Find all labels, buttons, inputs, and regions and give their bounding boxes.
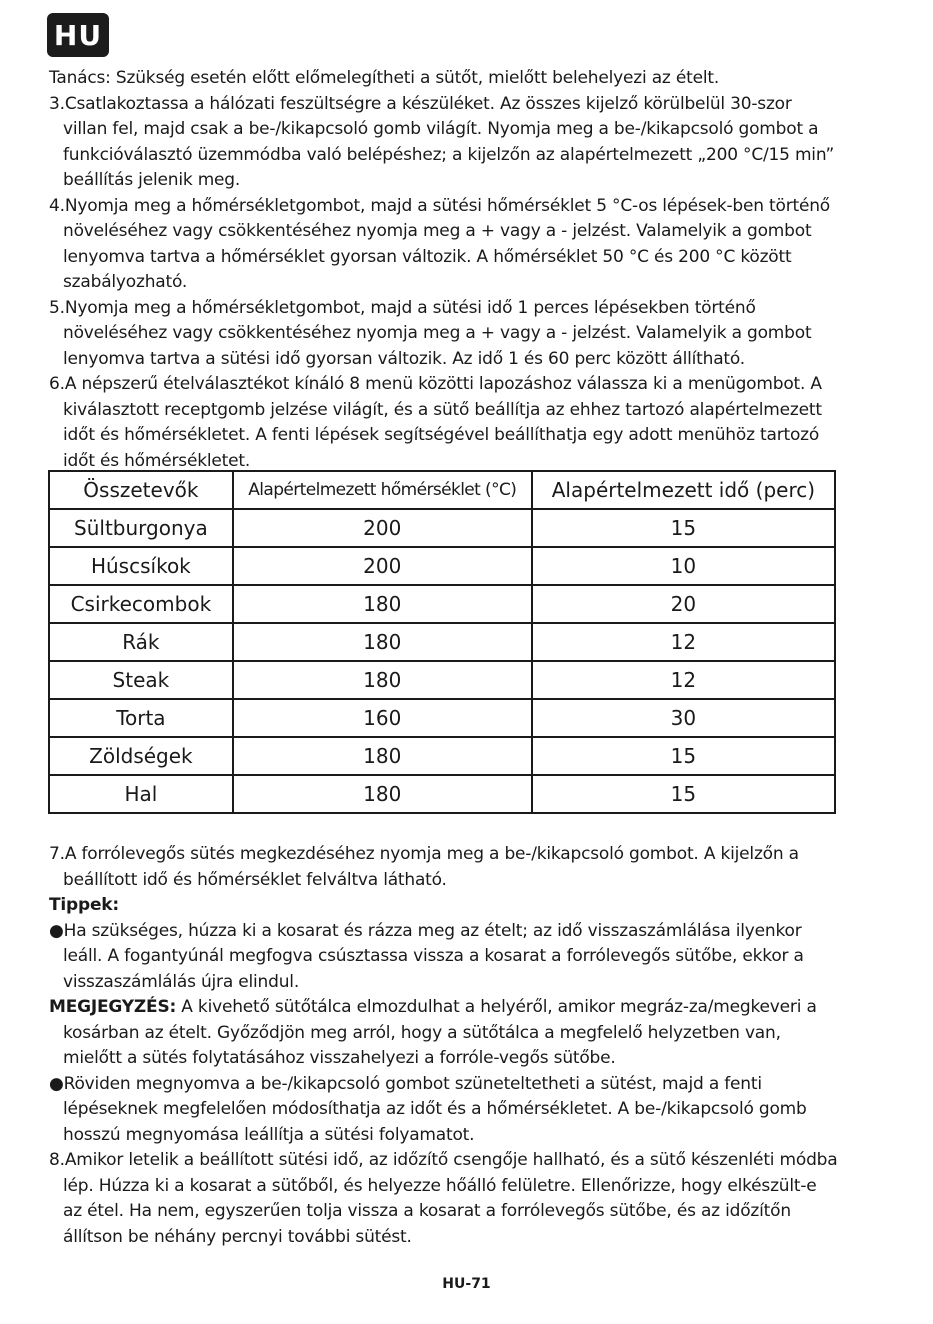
step-4: 4.Nyomja meg a hőmérsékletgombot, majd a sütési hőmérséklet 5 °C-os lépések-ben történő növeléséhez vagy csökkentéséhez nyomja meg a + vagy a - jelzést. Valamelyik a gombot lenyomva tartva a hőmérséklet gyorsan változik. A hőmérséklet 50 °C és 200 °C között szabályozható.: [49, 195, 831, 292]
time-cell: 15: [532, 737, 835, 775]
header-default-temperature: Alapértelmezett hőmérséklet (°C): [233, 471, 532, 509]
note-text: A kivehető sütőtálca elmozdulhat a helyéről, amikor megráz-za/megkeveri a kosárban az ételt. Győződjön meg arról, hogy a sütőtálca a megfelelő helyzetben van, mielőtt a sütés folytatásához visszahelyezi a forróle-vegős sütőbe.: [63, 997, 817, 1068]
table-row: [49, 623, 835, 661]
step-5: 5.Nyomja meg a hőmérsékletgombot, majd a sütési idő 1 perces lépésekben történő növeléséhez vagy csökkentéséhez nyomja meg a + vagy a - jelzést. Valamelyik a gombot lenyomva tartva a sütési idő gyorsan változik. Az idő 1 és 60 perc között állítható.: [49, 297, 812, 369]
tip-bullet-pause: ●Röviden megnyomva a be-/kikapcsoló gombot szüneteltetheti a sütést, majd a fenti lépéseknek megfelelően módosíthatja az időt és a hőmérsékletet. A be-/kikapcsoló gomb hosszú megnyomása leállítja a sütési folyamatot.: [49, 1073, 807, 1145]
ingredient-cell: Hal: [49, 775, 233, 813]
note-label: MEGJEGYZÉS:: [49, 997, 177, 1017]
temperature-cell: 180: [233, 661, 532, 699]
step-8: 8.Amikor letelik a beállított sütési idő, az időzítő csengője hallható, és a sütő készenléti módba lép. Húzza ki a kosarat a sütőből, és helyezze hőálló felületre. Ellenőrizze, hogy elkészült-e az étel. Ha nem, egyszerűen tolja vissza a kosarat a forrólevegős sütőbe, és az időzítőn állítson be néhány percnyi további sütést.: [49, 1150, 838, 1247]
time-cell: 12: [532, 661, 835, 699]
time-cell: 20: [532, 585, 835, 623]
language-badge: HU: [47, 13, 109, 57]
ingredient-cell: Csirkecombok: [49, 585, 233, 623]
table-row: [49, 509, 835, 547]
instructions-top: [49, 66, 839, 474]
step-7: 7.A forrólevegős sütés megkezdéséhez nyomja meg a be-/kikapcsoló gombot. A kijelzőn a beállított idő és hőmérséklet felváltva látható.: [49, 844, 799, 890]
temperature-cell: 200: [233, 547, 532, 585]
time-cell: 12: [532, 623, 835, 661]
table-row: [49, 547, 835, 585]
table-row: [49, 699, 835, 737]
ingredient-cell: Sültburgonya: [49, 509, 233, 547]
temperature-cell: 200: [233, 509, 532, 547]
step-6: 6.A népszerű ételválasztékot kínáló 8 menü közötti lapozáshoz válassza ki a menügombot. A kiválasztott receptgomb jelzése világít, és a sütő beállítja az ehhez tartozó alapértelmezett időt és hőmérsékletet. A fenti lépések segítségével beállíthatja egy adott menühöz tartozó időt és hőmérsékletet.: [49, 374, 822, 471]
temperature-cell: 180: [233, 585, 532, 623]
time-cell: 15: [532, 509, 835, 547]
table-header-row: [49, 471, 835, 509]
ingredient-cell: Rák: [49, 623, 233, 661]
table-row: [49, 661, 835, 699]
page-number: HU-71: [442, 1276, 491, 1292]
ingredient-cell: Húscsíkok: [49, 547, 233, 585]
step-3: 3.Csatlakoztassa a hálózati feszültségre a készüléket. Az összes kijelző körülbelül 30-szor villan fel, majd csak a be-/kikapcsoló gomb világít. Nyomja meg a be-/kikapcsoló gombot a funkcióválasztó üzemmódba való belépéshez; a kijelzőn az alapértelmezett „200 °C/15 min” beállítás jelenik meg.: [49, 93, 835, 190]
temperature-cell: 160: [233, 699, 532, 737]
tips-heading: Tippek:: [49, 895, 119, 915]
table-row: [49, 737, 835, 775]
temperature-cell: 180: [233, 623, 532, 661]
temperature-cell: 180: [233, 737, 532, 775]
temperature-cell: 180: [233, 775, 532, 813]
ingredient-cell: Zöldségek: [49, 737, 233, 775]
ingredient-cell: Steak: [49, 661, 233, 699]
header-default-time: Alapértelmezett idő (perc): [532, 471, 835, 509]
ingredient-cell: Torta: [49, 699, 233, 737]
header-ingredients: Összetevők: [49, 471, 233, 509]
note-paragraph: [49, 995, 839, 1072]
table-row: [49, 585, 835, 623]
time-cell: 10: [532, 547, 835, 585]
instructions-bottom: [49, 842, 839, 1250]
time-cell: 15: [532, 775, 835, 813]
tip-bullet-shake-basket: ●Ha szükséges, húzza ki a kosarat és rázza meg az ételt; az idő visszaszámlálása ilyenkor leáll. A fogantyúnál megfogva csúsztassa vissza a kosarat a forrólevegős sütőbe, ekkor a visszaszámlálás újra elindul.: [49, 920, 804, 992]
menu-settings-table: [48, 470, 836, 814]
table-row: [49, 775, 835, 813]
tip-paragraph: Tanács: Szükség esetén előtt előmelegítheti a sütőt, mielőtt belehelyezi az ételt.: [49, 68, 720, 88]
time-cell: 30: [532, 699, 835, 737]
